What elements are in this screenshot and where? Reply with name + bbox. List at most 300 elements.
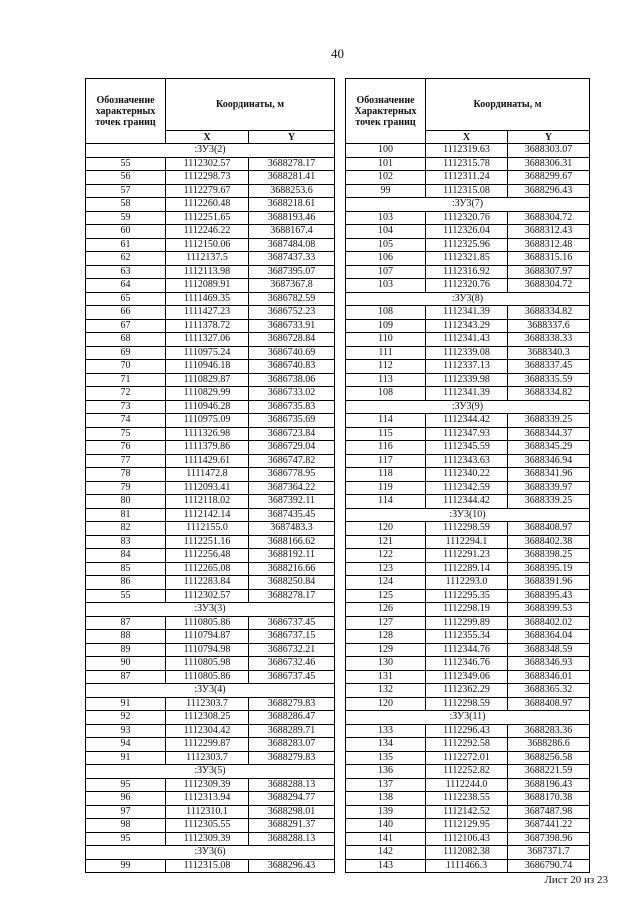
point-id-cell: 134 xyxy=(346,738,426,752)
y-coord-cell: 3688395.43 xyxy=(508,590,590,604)
x-coord-cell: 1112298.59 xyxy=(426,698,508,712)
y-coord-cell: 3686737.15 xyxy=(249,630,335,644)
table-row xyxy=(86,860,335,874)
table-row xyxy=(346,414,590,428)
y-coord-cell: 3688253.6 xyxy=(249,185,335,199)
y-coord-cell: 3686723.84 xyxy=(249,428,335,442)
point-id-cell: 100 xyxy=(346,144,426,158)
y-coord-cell: 3688192.11 xyxy=(249,549,335,563)
point-id-cell: 115 xyxy=(346,428,426,442)
x-coord-cell: 1112326.04 xyxy=(426,225,508,239)
point-id-cell: 91 xyxy=(86,752,166,766)
table-row xyxy=(346,347,590,361)
x-coord-cell: 1112311.24 xyxy=(426,171,508,185)
section-row xyxy=(86,144,335,158)
table-row xyxy=(346,306,590,320)
point-id-cell: 64 xyxy=(86,279,166,293)
point-id-cell: 56 xyxy=(86,171,166,185)
point-id-cell: 123 xyxy=(346,563,426,577)
table-row xyxy=(86,738,335,752)
table-row xyxy=(346,792,590,806)
y-coord-cell: 3688312.48 xyxy=(508,239,590,253)
point-id-cell: 92 xyxy=(86,711,166,725)
table-row xyxy=(86,306,335,320)
table-row xyxy=(86,468,335,482)
table-row xyxy=(86,630,335,644)
x-coord-cell: 1112150.06 xyxy=(166,239,249,253)
point-id-cell: 71 xyxy=(86,374,166,388)
point-id-cell: 129 xyxy=(346,644,426,658)
point-id-cell: 143 xyxy=(346,860,426,874)
x-coord-cell: 1111469.35 xyxy=(166,293,249,307)
x-coord-cell: 1112299.89 xyxy=(426,617,508,631)
point-id-cell: 130 xyxy=(346,657,426,671)
point-id-cell: 102 xyxy=(346,171,426,185)
point-id-cell: 103 xyxy=(346,212,426,226)
table-row xyxy=(86,374,335,388)
header-line: Обозначение xyxy=(356,94,415,106)
point-id-cell: 63 xyxy=(86,266,166,280)
y-coord-cell: 3687398.96 xyxy=(508,833,590,847)
section-label: :ЗУ3(8) xyxy=(346,293,590,307)
table-row xyxy=(346,563,590,577)
table-row xyxy=(346,738,590,752)
point-id-cell: 82 xyxy=(86,522,166,536)
point-id-cell: 91 xyxy=(86,698,166,712)
x-coord-cell: 1112339.98 xyxy=(426,374,508,388)
y-coord-cell: 3686733.91 xyxy=(249,320,335,334)
x-coord-cell: 1112294.1 xyxy=(426,536,508,550)
point-id-cell: 66 xyxy=(86,306,166,320)
x-coord-cell: 1110975.09 xyxy=(166,414,249,428)
x-coord-cell: 1110794.87 xyxy=(166,630,249,644)
table-row xyxy=(86,158,335,172)
table-row xyxy=(346,860,590,874)
table-row xyxy=(86,212,335,226)
y-coord-cell: 3687437.33 xyxy=(249,252,335,266)
y-coord-cell: 3686728.84 xyxy=(249,333,335,347)
x-coord-cell: 1112295.35 xyxy=(426,590,508,604)
y-coord-cell: 3688364.04 xyxy=(508,630,590,644)
table-row xyxy=(86,279,335,293)
x-coord-cell: 1112238.55 xyxy=(426,792,508,806)
y-coord-cell: 3688286.6 xyxy=(508,738,590,752)
x-coord-cell: 1112298.19 xyxy=(426,603,508,617)
x-coord-cell: 1112137.5 xyxy=(166,252,249,266)
x-coord-cell: 1110975.24 xyxy=(166,347,249,361)
x-coord-cell: 1112296.43 xyxy=(426,725,508,739)
y-coord-cell: 3688346.01 xyxy=(508,671,590,685)
table-row xyxy=(86,711,335,725)
y-coord-cell: 3688408.97 xyxy=(508,522,590,536)
x-coord-cell: 1112283.84 xyxy=(166,576,249,590)
point-id-cell: 110 xyxy=(346,333,426,347)
table-row xyxy=(346,360,590,374)
table-row xyxy=(346,455,590,469)
x-coord-cell: 1112309.39 xyxy=(166,833,249,847)
x-column-header: X xyxy=(166,131,249,144)
x-coord-cell: 1112142.52 xyxy=(426,806,508,820)
y-coord-cell: 3687371.7 xyxy=(508,846,590,860)
section-row xyxy=(86,765,335,779)
coordinates-header: Координаты, м xyxy=(166,79,335,131)
table-row xyxy=(346,279,590,293)
point-id-cell: 87 xyxy=(86,617,166,631)
y-coord-cell: 3686732.46 xyxy=(249,657,335,671)
y-coord-cell: 3688334.82 xyxy=(508,306,590,320)
y-coord-cell: 3686735.69 xyxy=(249,414,335,428)
x-coord-cell: 1112155.0 xyxy=(166,522,249,536)
point-id-cell: 137 xyxy=(346,779,426,793)
y-coord-cell: 3688303.07 xyxy=(508,144,590,158)
y-coord-cell: 3688288.13 xyxy=(249,833,335,847)
point-id-cell: 128 xyxy=(346,630,426,644)
table-row xyxy=(346,144,590,158)
x-coord-cell: 1112355.34 xyxy=(426,630,508,644)
y-coord-cell: 3687441.22 xyxy=(508,819,590,833)
x-coord-cell: 1112349.06 xyxy=(426,671,508,685)
x-coord-cell: 1112320.76 xyxy=(426,279,508,293)
y-coord-cell: 3688348.59 xyxy=(508,644,590,658)
y-coord-cell: 3687364.22 xyxy=(249,482,335,496)
point-id-cell: 116 xyxy=(346,441,426,455)
point-id-cell: 104 xyxy=(346,225,426,239)
y-coord-cell: 3688291.37 xyxy=(249,819,335,833)
section-label: :ЗУ3(9) xyxy=(346,401,590,415)
y-coord-cell: 3688166.62 xyxy=(249,536,335,550)
y-coord-cell: 3688278.17 xyxy=(249,158,335,172)
section-label: :ЗУ3(5) xyxy=(86,765,335,779)
point-id-cell: 55 xyxy=(86,158,166,172)
header-line: точек границ xyxy=(95,116,156,128)
table-row xyxy=(86,414,335,428)
point-id-cell: 106 xyxy=(346,252,426,266)
point-id-cell: 60 xyxy=(86,225,166,239)
point-id-cell: 125 xyxy=(346,590,426,604)
table-row xyxy=(86,482,335,496)
table-row xyxy=(86,171,335,185)
x-coord-cell: 1112362.29 xyxy=(426,684,508,698)
x-coord-cell: 1112265.08 xyxy=(166,563,249,577)
table-row xyxy=(346,387,590,401)
x-coord-cell: 1112345.59 xyxy=(426,441,508,455)
table-row xyxy=(86,698,335,712)
table-row xyxy=(346,252,590,266)
x-coord-cell: 1110946.18 xyxy=(166,360,249,374)
coordinates-table-right xyxy=(345,78,590,873)
point-id-cell: 89 xyxy=(86,644,166,658)
table-row xyxy=(86,441,335,455)
y-coord-cell: 3686737.45 xyxy=(249,617,335,631)
y-coord-cell: 3688398.25 xyxy=(508,549,590,563)
y-coord-cell: 3686790.74 xyxy=(508,860,590,874)
table-row xyxy=(86,320,335,334)
section-label: :ЗУ3(11) xyxy=(346,711,590,725)
x-coord-cell: 1112316.92 xyxy=(426,266,508,280)
x-coord-cell: 1112298.59 xyxy=(426,522,508,536)
point-id-cell: 55 xyxy=(86,590,166,604)
x-coord-cell: 1112304.42 xyxy=(166,725,249,739)
x-coord-cell: 1112252.82 xyxy=(426,765,508,779)
y-coord-cell: 3688341.96 xyxy=(508,468,590,482)
point-id-cell: 124 xyxy=(346,576,426,590)
x-coord-cell: 1112337.13 xyxy=(426,360,508,374)
x-coord-cell: 1112305.55 xyxy=(166,819,249,833)
y-coord-cell: 3688304.72 xyxy=(508,279,590,293)
y-coord-cell: 3688306.31 xyxy=(508,158,590,172)
point-id-cell: 98 xyxy=(86,819,166,833)
point-id-cell: 62 xyxy=(86,252,166,266)
table-row xyxy=(346,468,590,482)
y-coord-cell: 3688344.37 xyxy=(508,428,590,442)
section-label: :ЗУ3(2) xyxy=(86,144,335,158)
y-coord-cell: 3688296.43 xyxy=(508,185,590,199)
y-coord-cell: 3688170.38 xyxy=(508,792,590,806)
x-coord-cell: 1111427.23 xyxy=(166,306,249,320)
point-id-cell: 119 xyxy=(346,482,426,496)
table-row xyxy=(86,833,335,847)
point-id-cell: 138 xyxy=(346,792,426,806)
table-row xyxy=(86,428,335,442)
point-id-cell: 95 xyxy=(86,779,166,793)
y-coord-cell: 3688346.94 xyxy=(508,455,590,469)
y-coord-cell: 3688299.67 xyxy=(508,171,590,185)
y-coord-cell: 3688193.46 xyxy=(249,212,335,226)
y-coord-cell: 3688279.83 xyxy=(249,752,335,766)
header-line: Характерных xyxy=(354,105,417,117)
table-body xyxy=(346,144,590,873)
y-column-header: Y xyxy=(508,131,590,144)
table-row xyxy=(346,576,590,590)
point-designation-header xyxy=(346,79,426,144)
x-coord-cell: 1112309.39 xyxy=(166,779,249,793)
x-coord-cell: 1112315.08 xyxy=(426,185,508,199)
point-id-cell: 99 xyxy=(86,860,166,874)
table-row xyxy=(86,239,335,253)
point-id-cell: 113 xyxy=(346,374,426,388)
y-coord-cell: 3688345.29 xyxy=(508,441,590,455)
y-coord-cell: 3688298.01 xyxy=(249,806,335,820)
point-id-cell: 86 xyxy=(86,576,166,590)
table-row xyxy=(346,765,590,779)
x-coord-cell: 1112347.93 xyxy=(426,428,508,442)
x-coord-cell: 1112251.16 xyxy=(166,536,249,550)
x-coord-cell: 1112344.42 xyxy=(426,495,508,509)
y-coord-cell: 3688339.97 xyxy=(508,482,590,496)
table-row xyxy=(346,185,590,199)
y-coord-cell: 3688216.66 xyxy=(249,563,335,577)
x-coord-cell: 1112320.76 xyxy=(426,212,508,226)
y-coord-cell: 3686782.59 xyxy=(249,293,335,307)
x-coord-cell: 1112310.1 xyxy=(166,806,249,820)
table-row xyxy=(86,563,335,577)
x-coord-cell: 1112113.98 xyxy=(166,266,249,280)
point-id-cell: 111 xyxy=(346,347,426,361)
table-row xyxy=(86,185,335,199)
x-coord-cell: 1112308.25 xyxy=(166,711,249,725)
table-row xyxy=(86,590,335,604)
table-row xyxy=(346,684,590,698)
y-coord-cell: 3688391.96 xyxy=(508,576,590,590)
table-row xyxy=(346,806,590,820)
x-coord-cell: 1112082.38 xyxy=(426,846,508,860)
table-row xyxy=(346,617,590,631)
section-row xyxy=(86,684,335,698)
y-coord-cell: 3687395.07 xyxy=(249,266,335,280)
x-coord-cell: 1112272.01 xyxy=(426,752,508,766)
table-row xyxy=(346,549,590,563)
y-column-header: Y xyxy=(249,131,335,144)
section-label: :ЗУ3(3) xyxy=(86,603,335,617)
table-row xyxy=(86,509,335,523)
x-coord-cell: 1112302.57 xyxy=(166,158,249,172)
x-coord-cell: 1110794.98 xyxy=(166,644,249,658)
point-id-cell: 75 xyxy=(86,428,166,442)
x-coord-cell: 1112319.63 xyxy=(426,144,508,158)
y-coord-cell: 3688304.72 xyxy=(508,212,590,226)
table-row xyxy=(346,846,590,860)
y-coord-cell: 3686729.04 xyxy=(249,441,335,455)
table-row xyxy=(86,536,335,550)
y-coord-cell: 3688196.43 xyxy=(508,779,590,793)
table-row xyxy=(86,792,335,806)
x-coord-cell: 1112293.0 xyxy=(426,576,508,590)
y-coord-cell: 3688279.83 xyxy=(249,698,335,712)
y-coord-cell: 3688346.93 xyxy=(508,657,590,671)
point-id-cell: 58 xyxy=(86,198,166,212)
section-row xyxy=(86,846,335,860)
page-number: 40 xyxy=(331,46,344,61)
point-id-cell: 108 xyxy=(346,306,426,320)
table-row xyxy=(86,819,335,833)
point-id-cell: 117 xyxy=(346,455,426,469)
sheet-counter: Лист 20 из 23 xyxy=(544,874,608,886)
y-coord-cell: 3688278.17 xyxy=(249,590,335,604)
y-coord-cell: 3688312.43 xyxy=(508,225,590,239)
y-coord-cell: 3688395.19 xyxy=(508,563,590,577)
table-row xyxy=(346,819,590,833)
section-row xyxy=(346,293,590,307)
y-coord-cell: 3688338.33 xyxy=(508,333,590,347)
table-row xyxy=(86,522,335,536)
y-coord-cell: 3687484.08 xyxy=(249,239,335,253)
point-id-cell: 114 xyxy=(346,495,426,509)
y-coord-cell: 3686737.45 xyxy=(249,671,335,685)
x-coord-cell: 1112089.91 xyxy=(166,279,249,293)
table-row xyxy=(346,239,590,253)
header-line: характерных xyxy=(95,105,156,117)
table-row xyxy=(86,360,335,374)
table-row xyxy=(86,657,335,671)
y-coord-cell: 3688289.71 xyxy=(249,725,335,739)
point-id-cell: 72 xyxy=(86,387,166,401)
x-coord-cell: 1110946.28 xyxy=(166,401,249,415)
y-coord-cell: 3688339.25 xyxy=(508,495,590,509)
x-coord-cell: 1110829.87 xyxy=(166,374,249,388)
point-id-cell: 126 xyxy=(346,603,426,617)
y-coord-cell: 3686747.82 xyxy=(249,455,335,469)
y-coord-cell: 3687483.3 xyxy=(249,522,335,536)
section-label: :ЗУ3(10) xyxy=(346,509,590,523)
point-id-cell: 84 xyxy=(86,549,166,563)
table-row xyxy=(346,158,590,172)
x-coord-cell: 1111378.72 xyxy=(166,320,249,334)
table-row xyxy=(346,644,590,658)
point-id-cell: 132 xyxy=(346,684,426,698)
x-column-header: X xyxy=(426,131,508,144)
header-line: точек границ xyxy=(355,116,416,128)
table-row xyxy=(86,617,335,631)
point-id-cell: 74 xyxy=(86,414,166,428)
y-coord-cell: 3688335.59 xyxy=(508,374,590,388)
y-coord-cell: 3688399.53 xyxy=(508,603,590,617)
table-body xyxy=(86,144,335,873)
x-coord-cell: 1112298.73 xyxy=(166,171,249,185)
table-row xyxy=(86,671,335,685)
x-coord-cell: 1112303.7 xyxy=(166,752,249,766)
x-coord-cell: 1112303.7 xyxy=(166,698,249,712)
x-coord-cell: 1112251.65 xyxy=(166,212,249,226)
x-coord-cell: 1112260.48 xyxy=(166,198,249,212)
point-id-cell: 94 xyxy=(86,738,166,752)
table-row xyxy=(346,171,590,185)
table-header xyxy=(86,79,335,144)
x-coord-cell: 1111466.3 xyxy=(426,860,508,874)
point-id-cell: 142 xyxy=(346,846,426,860)
point-id-cell: 105 xyxy=(346,239,426,253)
coordinates-table-left xyxy=(85,78,335,873)
point-id-cell: 121 xyxy=(346,536,426,550)
y-coord-cell: 3686778.95 xyxy=(249,468,335,482)
table-row xyxy=(346,441,590,455)
point-id-cell: 65 xyxy=(86,293,166,307)
x-coord-cell: 1112344.42 xyxy=(426,414,508,428)
table-row xyxy=(346,536,590,550)
point-id-cell: 139 xyxy=(346,806,426,820)
table-row xyxy=(346,698,590,712)
table-row xyxy=(346,212,590,226)
x-coord-cell: 1112341.39 xyxy=(426,306,508,320)
x-coord-cell: 1112344.76 xyxy=(426,644,508,658)
x-coord-cell: 1112313.94 xyxy=(166,792,249,806)
point-id-cell: 87 xyxy=(86,671,166,685)
point-id-cell: 97 xyxy=(86,806,166,820)
x-coord-cell: 1111379.86 xyxy=(166,441,249,455)
table-row xyxy=(346,630,590,644)
table-row xyxy=(86,806,335,820)
y-coord-cell: 3688408.97 xyxy=(508,698,590,712)
table-row xyxy=(86,549,335,563)
section-row xyxy=(346,401,590,415)
point-id-cell: 140 xyxy=(346,819,426,833)
x-coord-cell: 1112302.57 xyxy=(166,590,249,604)
table-row xyxy=(346,225,590,239)
x-coord-cell: 1112341.43 xyxy=(426,333,508,347)
y-coord-cell: 3687367.8 xyxy=(249,279,335,293)
x-coord-cell: 1112244.0 xyxy=(426,779,508,793)
y-coord-cell: 3688337.45 xyxy=(508,360,590,374)
x-coord-cell: 1110805.98 xyxy=(166,657,249,671)
point-id-cell: 114 xyxy=(346,414,426,428)
table-row xyxy=(86,779,335,793)
x-coord-cell: 1112346.76 xyxy=(426,657,508,671)
y-coord-cell: 3688340.3 xyxy=(508,347,590,361)
table-row xyxy=(346,590,590,604)
x-coord-cell: 1110805.86 xyxy=(166,671,249,685)
point-id-cell: 68 xyxy=(86,333,166,347)
x-coord-cell: 1112315.78 xyxy=(426,158,508,172)
table-row xyxy=(346,374,590,388)
